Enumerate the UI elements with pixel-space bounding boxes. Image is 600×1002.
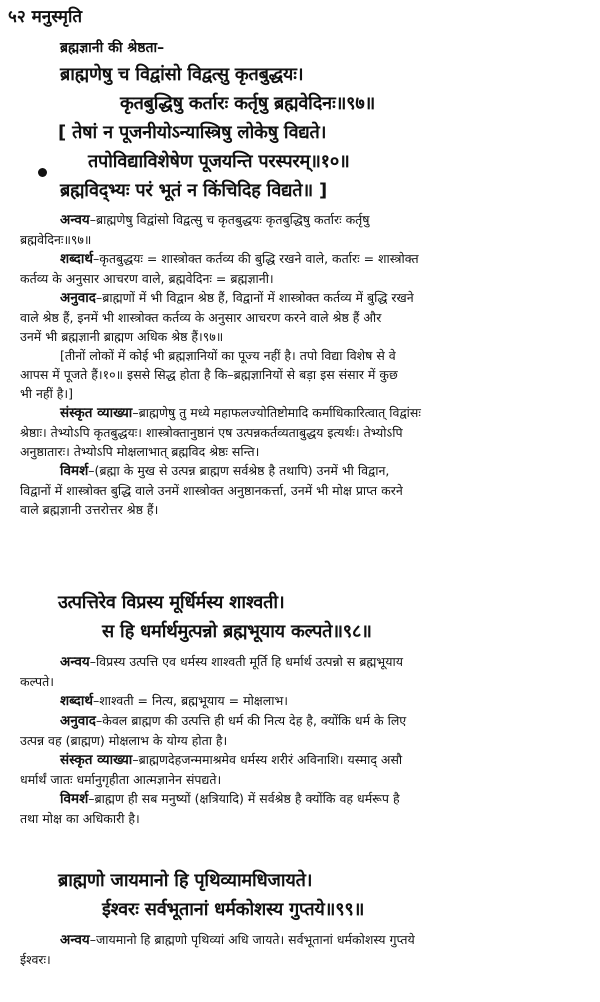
sanskrit-label: संस्कृत व्याख्या — [60, 752, 133, 768]
anvaya-text: –ब्राह्मणेषु विद्वांसो विद्वत्सु च कृतबुद्धयः कृतबुद्धिषु कर्तारः कर्तृषु — [89, 212, 370, 227]
vimarsh-text: –(ब्रह्मा के मुख से उत्पन्न ब्राह्मण सर्वश्रेष्ठ है तथापि) उनमें भी विद्वान, — [88, 463, 390, 478]
anvaya-label: अन्वय — [60, 654, 90, 670]
anvaya-cont: कल्पते। — [20, 674, 54, 689]
bracket-line: भी नहीं है।] — [20, 386, 74, 401]
shabdartha-text: –कृतबुद्धयः = शास्त्रोक्त कर्तव्य की बुद्धि रखने वाले, कर्तारः = शास्त्रोक्त — [92, 251, 419, 266]
sanskrit-paragraph — [0, 750, 600, 789]
sanskrit-cont: अनुष्ठातारः। तेभ्योऽपि मोक्षलाभात् ब्रह्मविद श्रेष्ठः सन्ति। — [20, 444, 260, 459]
anuvad-paragraph — [0, 288, 600, 346]
vimarsh-text: –ब्राह्मण ही सब मनुष्यों (क्षत्रियादि) में सर्वश्रेष्ठ है क्योंकि वह धर्मरूप है — [88, 791, 400, 806]
bracket-paragraph — [0, 346, 600, 403]
shabdartha-cont: कर्तव्य के अनुसार आचरण वाले, ब्रह्मवेदिनः = ब्रह्मज्ञानी। — [20, 271, 274, 286]
vimarsh-cont: वाले ब्रह्मज्ञानी उत्तरोत्तर श्रेष्ठ हैं। — [20, 502, 159, 517]
anuvad-text: –केवल ब्राह्मण की उत्पत्ति ही धर्म की नित्य देह है, क्योंकि धर्म के लिए — [95, 713, 407, 728]
anuvad-cont: वाले श्रेष्ठ हैं, इनमें भी शास्त्रोक्त कर्तव्य के अनुसार आचरण करने वाले श्रेष्ठ हैं और — [20, 310, 382, 325]
sanskrit-cont: धर्मार्थं जातः धर्मानुगृहीता आत्मज्ञानेन संपद्यते। — [20, 772, 222, 787]
vimarsh-paragraph — [0, 789, 600, 828]
verse-line: उत्पत्तिरेव विप्रस्य मूर्धिर्मस्य शाश्वती। — [58, 592, 285, 613]
verse-98 — [0, 588, 600, 646]
verse-line: [ तेषां न पूजनीयोऽन्यास्त्रिषु लोकेषु विद्यते। — [58, 122, 327, 143]
shabdartha-label: शब्दार्थ — [60, 251, 93, 267]
anvaya-label: अन्वय — [60, 932, 90, 948]
anuvad-cont: उत्पन्न वह (ब्राह्मण) मोक्षलाभ के योग्य होता है। — [20, 733, 228, 748]
sanskrit-label: संस्कृत व्याख्या — [60, 405, 133, 421]
verse-line: ब्राह्मणेषु च विद्वांसो विद्वत्सु कृतबुद्धयः। — [60, 64, 304, 85]
section-heading: ब्रह्मज्ञानी की श्रेष्ठता– — [60, 40, 165, 56]
vimarsh-label: विमर्श — [60, 791, 89, 807]
commentary-98 — [0, 652, 600, 828]
anuvad-label: अनुवाद — [60, 713, 96, 729]
anvaya-paragraph — [0, 930, 600, 969]
anuvad-paragraph — [0, 711, 600, 750]
commentary-99 — [0, 930, 600, 969]
anvaya-paragraph — [0, 652, 600, 691]
sanskrit-text: –ब्राह्मणेषु तु मध्ये महाफलज्योतिष्टोमादि कर्माधिकारित्वात् विद्वांसः — [132, 405, 421, 420]
anvaya-cont: ब्रह्मवेदिनः॥९७॥ — [20, 232, 92, 247]
commentary-97 — [0, 210, 600, 519]
sanskrit-text: –ब्राह्मणदेहजन्ममाश्रमेव धर्मस्य शरीरं अविनाशि। यस्माद् असौ — [132, 752, 403, 767]
shabdartha-text: –शाश्वती = नित्य, ब्रह्मभूयाय = मोक्षलाभ। — [92, 693, 289, 708]
verse-line: ब्राह्मणो जायमानो हि पृथिव्यामधिजायते। — [58, 870, 313, 891]
shabdartha-paragraph — [0, 249, 600, 288]
vimarsh-cont: विद्वानों में शास्त्रोक्त बुद्धि वाले उनमें शास्त्रोक्त अनुष्ठानकर्त्ता, उनमें भी मोक्ष प्राप्त करने — [20, 483, 403, 498]
vimarsh-paragraph — [0, 461, 600, 519]
shabdartha-paragraph — [0, 691, 600, 711]
shabdartha-label: शब्दार्थ — [60, 693, 93, 709]
anvaya-label: अन्वय — [60, 212, 90, 228]
bullet-dot-icon — [38, 168, 47, 177]
verse-97 — [0, 60, 600, 205]
verse-line: स हि धर्मार्थमुत्पन्नो ब्रह्मभूयाय कल्पते॥९८॥ — [102, 621, 372, 642]
page-header: ५२ मनुस्मृति — [8, 7, 83, 27]
vimarsh-cont: तथा मोक्ष का अधिकारी है। — [20, 811, 140, 826]
bracket-line: आपस में पूजते हैं।१०॥ इससे सिद्ध होता है कि–ब्रह्मज्ञानियों से बड़ा इस संसार में कुछ — [20, 367, 398, 382]
anuvad-text: –ब्राह्मणों में भी विद्वान श्रेष्ठ हैं, विद्वानों में शास्त्रोक्त कर्तव्य में बुद्धि रखने — [95, 290, 414, 305]
sanskrit-paragraph — [0, 403, 600, 461]
anvaya-text: –जायमानो हि ब्राह्मणो पृथिव्यां अधि जायते। सर्वभूतानां धर्मकोशस्य गुप्तये — [89, 932, 415, 947]
anvaya-text: –विप्रस्य उत्पत्ति एव धर्मस्य शाश्वती मूर्ति हि धर्मार्थ उत्पन्नो स ब्रह्मभूयाय — [89, 654, 403, 669]
anuvad-cont: उनमें भी ब्रह्मज्ञानी ब्राह्मण अधिक श्रेष्ठ हैं।९७॥ — [20, 329, 224, 344]
anvaya-cont: ईश्वरः। — [20, 952, 51, 967]
verse-line: ब्रह्मविद्भ्यः परं भूतं न किंचिदिह विद्यते॥ ] — [60, 180, 328, 201]
anuvad-label: अनुवाद — [60, 290, 96, 306]
vimarsh-label: विमर्श — [60, 463, 89, 479]
anvaya-paragraph — [0, 210, 600, 249]
verse-99 — [0, 866, 600, 924]
bracket-line: [तीनों लोकों में कोई भी ब्रह्मज्ञानियों का पूज्य नहीं है। तपो विद्या विशेष से वे — [60, 348, 396, 363]
sanskrit-cont: श्रेष्ठाः। तेभ्योऽपि कृतबुद्धयः। शास्त्रोक्तानुष्ठानं एष उत्पन्नकर्तव्यताबुद्धय इत्यर्थः। तेभ्योऽपि — [20, 425, 403, 440]
verse-line: ईश्वरः सर्वभूतानां धर्मकोशस्य गुप्तये॥९९॥ — [102, 899, 365, 920]
verse-line: तपोविद्याविशेषेण पूजयन्ति परस्परम्॥१०॥ — [88, 151, 350, 172]
verse-line: कृतबुद्धिषु कर्तारः कर्तृषु ब्रह्मवेदिनः॥९७॥ — [120, 93, 376, 114]
